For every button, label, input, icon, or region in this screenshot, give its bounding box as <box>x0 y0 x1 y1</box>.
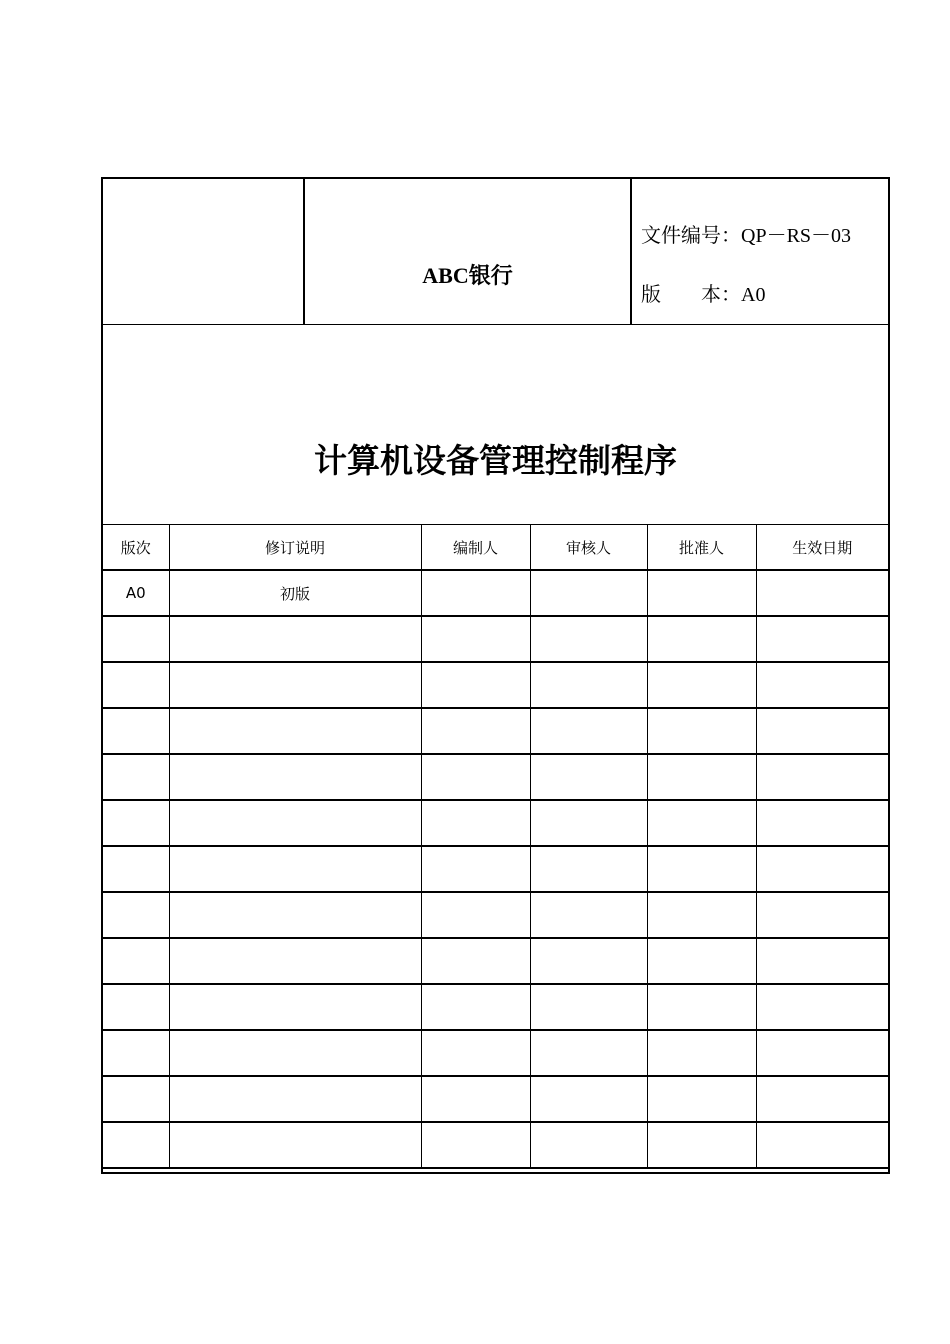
document-header <box>103 179 888 325</box>
table-cell <box>756 800 888 846</box>
table-cell <box>647 1122 756 1168</box>
table-cell <box>421 892 530 938</box>
table-row <box>103 662 888 708</box>
table-cell <box>530 1030 647 1076</box>
table-cell <box>169 1122 421 1168</box>
table-row <box>103 800 888 846</box>
table-row <box>103 1030 888 1076</box>
table-cell <box>756 984 888 1030</box>
organization-name: ABC银行 <box>422 263 513 288</box>
table-row <box>103 708 888 754</box>
table-row <box>103 846 888 892</box>
table-cell <box>103 754 169 800</box>
column-header: 编制人 <box>421 525 530 570</box>
table-cell <box>647 892 756 938</box>
table-cell <box>169 708 421 754</box>
column-header: 修订说明 <box>169 525 421 570</box>
table-cell <box>421 570 530 616</box>
table-cell <box>421 800 530 846</box>
table-cell: 初版 <box>169 570 421 616</box>
table-row <box>103 570 888 616</box>
table-cell <box>647 708 756 754</box>
table-cell <box>647 616 756 662</box>
table-cell <box>169 662 421 708</box>
table-cell <box>421 754 530 800</box>
table-cell <box>169 1076 421 1122</box>
table-row <box>103 616 888 662</box>
table-cell <box>756 662 888 708</box>
table-cell <box>530 616 647 662</box>
document-title: 计算机设备管理控制程序 <box>314 441 677 480</box>
revision-table <box>103 525 888 1169</box>
version-label: 版 本： <box>641 284 741 306</box>
table-cell <box>756 754 888 800</box>
table-cell <box>530 1076 647 1122</box>
table-row <box>103 1076 888 1122</box>
logo-cell <box>103 179 305 324</box>
table-cell <box>647 984 756 1030</box>
table-cell <box>530 984 647 1030</box>
revision-table-header <box>103 525 888 570</box>
table-row <box>103 1122 888 1168</box>
column-header: 生效日期 <box>756 525 888 570</box>
table-cell <box>756 1122 888 1168</box>
table-cell <box>421 1076 530 1122</box>
table-cell <box>103 662 169 708</box>
table-cell <box>421 846 530 892</box>
table-cell <box>169 984 421 1030</box>
organization-cell <box>305 179 632 324</box>
column-header: 审核人 <box>530 525 647 570</box>
table-cell <box>647 570 756 616</box>
table-cell <box>647 800 756 846</box>
table-cell: A0 <box>103 570 169 616</box>
table-cell <box>169 754 421 800</box>
table-cell <box>169 800 421 846</box>
table-cell <box>530 570 647 616</box>
revision-table-body <box>103 570 888 1168</box>
doc-number-value: QP－RS－03 <box>741 225 852 247</box>
table-cell <box>421 662 530 708</box>
table-cell <box>421 708 530 754</box>
table-cell <box>103 1122 169 1168</box>
table-cell <box>530 708 647 754</box>
document-meta-cell <box>632 179 888 324</box>
table-cell <box>530 938 647 984</box>
table-cell <box>169 938 421 984</box>
table-cell <box>421 616 530 662</box>
table-row <box>103 938 888 984</box>
column-header: 批准人 <box>647 525 756 570</box>
table-cell <box>530 1122 647 1168</box>
table-cell <box>647 662 756 708</box>
table-cell <box>103 1030 169 1076</box>
table-cell <box>756 570 888 616</box>
doc-number-label: 文件编号： <box>641 225 741 247</box>
table-cell <box>169 616 421 662</box>
table-cell <box>103 800 169 846</box>
table-row <box>103 754 888 800</box>
table-cell <box>169 846 421 892</box>
table-cell <box>647 1076 756 1122</box>
table-cell <box>421 938 530 984</box>
table-cell <box>530 892 647 938</box>
table-cell <box>647 754 756 800</box>
table-cell <box>169 892 421 938</box>
table-cell <box>756 616 888 662</box>
table-cell <box>756 892 888 938</box>
table-cell <box>756 708 888 754</box>
table-cell <box>103 984 169 1030</box>
table-cell <box>103 846 169 892</box>
table-cell <box>530 662 647 708</box>
version-value: A0 <box>741 284 766 306</box>
table-cell <box>530 754 647 800</box>
table-row <box>103 984 888 1030</box>
table-cell <box>756 846 888 892</box>
table-cell <box>530 846 647 892</box>
column-header: 版次 <box>103 525 169 570</box>
table-cell <box>756 1076 888 1122</box>
table-cell <box>647 846 756 892</box>
version-line <box>641 278 765 307</box>
table-cell <box>103 1076 169 1122</box>
table-cell <box>169 1030 421 1076</box>
document-cover-frame <box>101 177 890 1174</box>
table-cell <box>421 984 530 1030</box>
table-cell <box>103 938 169 984</box>
title-block <box>103 325 888 525</box>
table-cell <box>530 800 647 846</box>
table-cell <box>421 1122 530 1168</box>
table-row <box>103 892 888 938</box>
table-cell <box>103 616 169 662</box>
table-cell <box>647 938 756 984</box>
table-cell <box>421 1030 530 1076</box>
table-cell <box>103 892 169 938</box>
table-cell <box>103 708 169 754</box>
table-cell <box>647 1030 756 1076</box>
table-cell <box>756 938 888 984</box>
table-cell <box>756 1030 888 1076</box>
doc-number-line <box>641 219 851 248</box>
